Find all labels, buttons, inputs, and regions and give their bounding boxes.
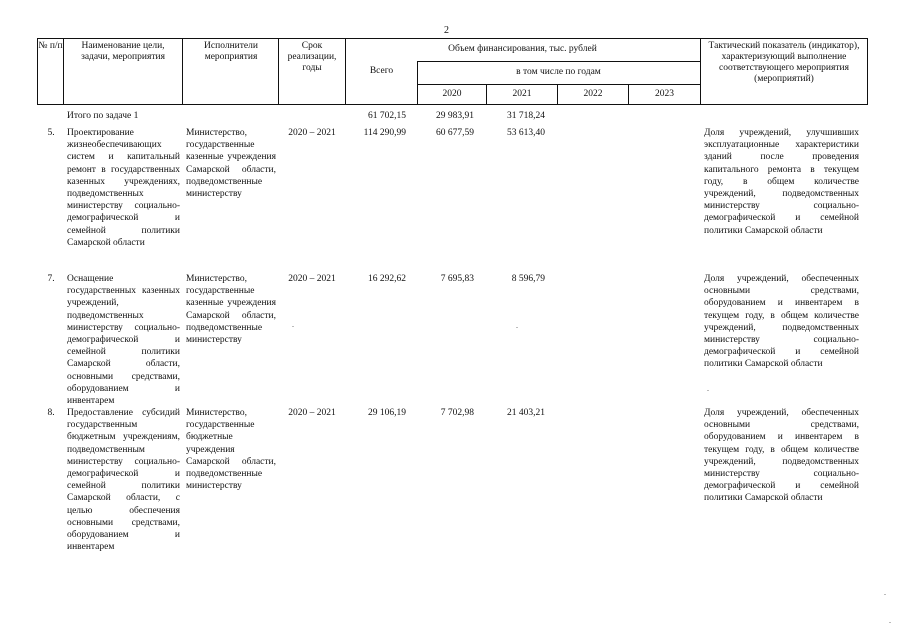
row-term: 2020 – 2021 <box>288 274 336 284</box>
row-term: 2020 – 2021 <box>288 128 336 138</box>
row-executor: Министерство, государственные бюджетные учреждения Самарской области, подведомственные министерству <box>186 408 276 492</box>
header-executor: Исполнители мероприятия <box>204 41 258 62</box>
total-2021: 31 718,24 <box>507 111 545 121</box>
row-term: 2020 – 2021 <box>288 408 336 418</box>
total-label: Итого по задаче 1 <box>67 111 139 121</box>
row-number: 7. <box>47 274 55 284</box>
header-top-border <box>37 38 868 39</box>
row-indicator: Доля учреждений, обеспеченных основными средствами, оборудованием и инвентарем в текущем году, в общем количестве учреждений, подведомственных министерству социально-демографической и семейной политики Самарской области <box>704 408 859 504</box>
row-2020: 7 702,98 <box>440 408 474 418</box>
header-total: Всего <box>369 66 394 76</box>
header-term: Срок реализации, годы <box>287 41 337 73</box>
header-indicator: Тактический показатель (индикатор), характеризующий выполнение соответствующего мероприятия (мероприятий) <box>708 41 860 84</box>
header-by-years: в том числе по годам <box>516 67 601 77</box>
header-mid-border <box>417 61 700 62</box>
header-bottom-border <box>37 104 868 105</box>
col-border <box>700 38 701 105</box>
row-executor: Министерство, государственные казенные учреждения Самарской области, подведомственные министерству <box>186 274 276 346</box>
col-border <box>867 38 868 105</box>
header-year-2020: 2020 <box>442 89 462 99</box>
header-year-2021: 2021 <box>512 89 532 99</box>
header-years-border <box>417 84 700 85</box>
row-executor: Министерство, государственные казенные учреждения Самарской области, подведомственные министерству <box>186 128 276 200</box>
row-number: 5. <box>47 128 55 138</box>
col-border <box>182 38 183 105</box>
total-2020: 29 983,91 <box>436 111 474 121</box>
row-number: 8. <box>47 408 55 418</box>
row-total: 114 290,99 <box>363 128 406 138</box>
header-year-2023: 2023 <box>655 89 674 99</box>
scan-speck <box>516 327 518 328</box>
row-indicator: Доля учреждений, обеспеченных основными средствами, оборудованием и инвентарем в текущем году, в общем количестве учреждений, подведомственных министерству социально-демографической и семейной политики Самарской области <box>704 274 859 370</box>
scan-speck <box>889 622 891 623</box>
row-2021: 8 596,79 <box>511 274 545 284</box>
row-2021: 21 403,21 <box>507 408 545 418</box>
row-total: 29 106,19 <box>368 408 406 418</box>
row-name: Оснащение государственных казенных учреждений, подведомственных министерству социально-демографической и семейной политики Самарской области, основными средствами, оборудованием и инвентарем <box>67 274 180 407</box>
header-name: Наименование цели, задачи, мероприятия <box>81 41 165 62</box>
row-name: Проектирование жизнеобеспечивающих систем и капитальный ремонт в государственных казенных учреждениях, подведомственных министерству социально-демографической и семейной политики Самарской области <box>67 128 180 248</box>
header-num: № п/п <box>38 41 63 51</box>
row-total: 16 292,62 <box>368 274 406 284</box>
col-border <box>63 38 64 105</box>
header-funding: Объем финансирования, тыс. рублей <box>448 44 597 54</box>
row-name: Предоставление субсидий государственным бюджетным учреждениям, подведомственным министерству социально-демографической и семейной политики Самарской области, с целью обеспечения основными средствами, оборудованием и инвентарем <box>67 408 180 553</box>
row-2020: 60 677,59 <box>436 128 474 138</box>
row-indicator: Доля учреждений, улучшивших эксплуатационные характеристики зданий после проведения капитального ремонта в текущем году, в общем количестве учреждений, подведомственных министерству социально-демографической и семейной политики Самарской области <box>704 128 859 236</box>
page-number: 2 <box>444 25 449 36</box>
row-2020: 7 695,83 <box>440 274 474 284</box>
total-sum: 61 702,15 <box>368 111 406 121</box>
scan-speck <box>292 326 294 327</box>
col-border <box>278 38 279 105</box>
scan-speck <box>707 390 709 391</box>
row-2021: 53 613,40 <box>507 128 545 138</box>
header-year-2022: 2022 <box>583 89 603 99</box>
scan-speck <box>884 594 886 595</box>
